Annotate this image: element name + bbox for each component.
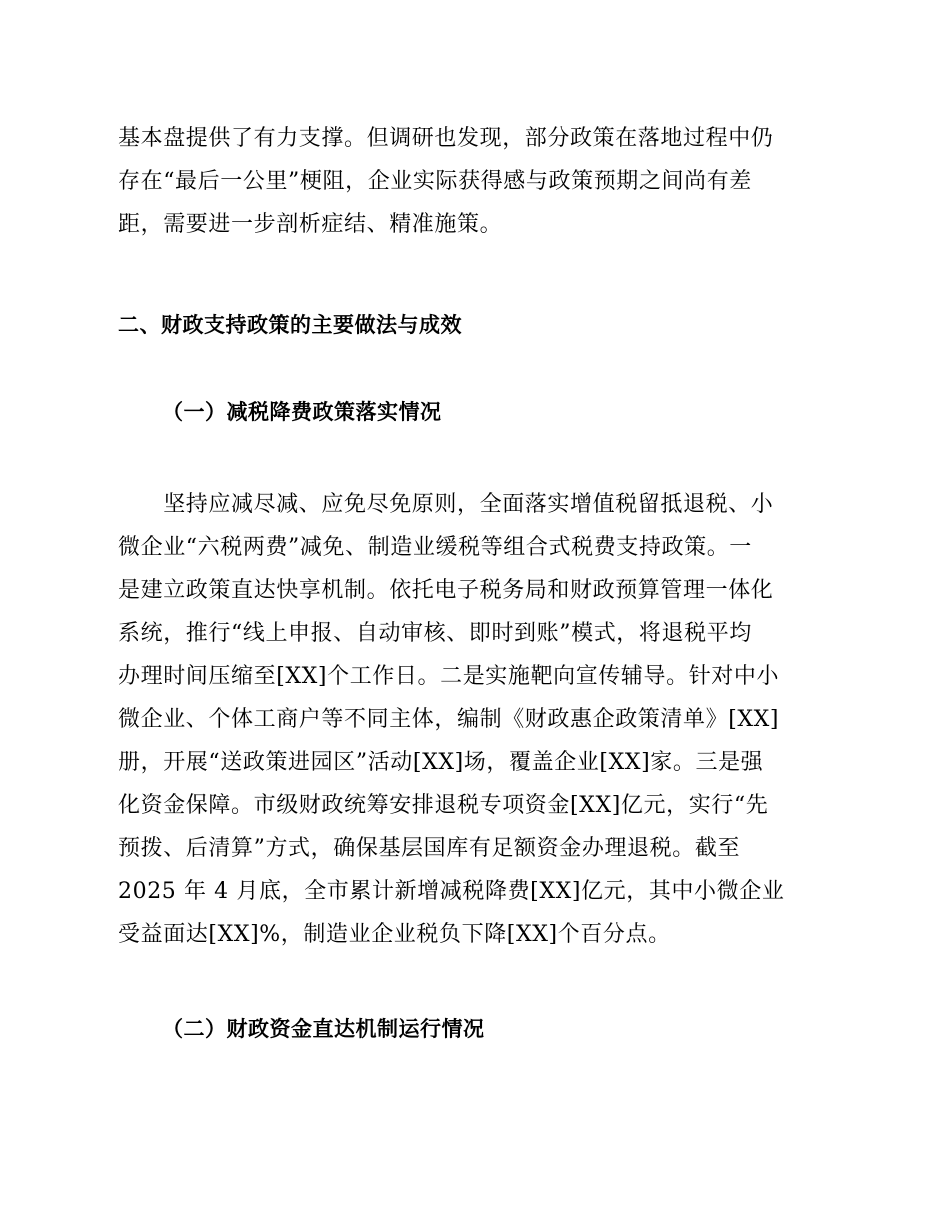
body-line-7: 册，开展“送政策进园区”活动[XX]场，覆盖企业[XX]家。三是强 (118, 750, 764, 775)
body-line-1: 坚持应减尽减、应免尽免原则，全面落实增值税留抵退税、小 (118, 492, 774, 517)
body-line-10: 2025 年 4 月底，全市累计新增减税降费[XX]亿元，其中小微企业 (118, 879, 785, 904)
intro-line-2: 存在“最后一公里”梗阻，企业实际获得感与政策预期之间尚有差 (118, 169, 752, 194)
body-line-5: 办理时间压缩至[XX]个工作日。二是实施靶向宣传辅导。针对中小 (118, 664, 780, 689)
section-heading: 二、财政支持政策的主要做法与成效 (118, 313, 462, 337)
subsection-heading-1: （一）减税降费政策落实情况 (162, 400, 442, 424)
body-line-3: 是建立政策直达快享机制。依托电子税务局和财政预算管理一体化 (118, 578, 774, 603)
subsection-heading-2: （二）财政资金直达机制运行情况 (162, 1017, 485, 1041)
intro-line-3: 距，需要进一步剖析症结、精准施策。 (118, 212, 503, 237)
body-line-8: 化资金保障。市级财政统筹安排退税专项资金[XX]亿元，实行“先 (118, 793, 769, 818)
intro-line-1: 基本盘提供了有力支撑。但调研也发现，部分政策在落地过程中仍 (118, 126, 774, 151)
body-line-4: 系统，推行“线上申报、自动审核、即时到账”模式，将退税平均 (118, 621, 752, 646)
body-line-11: 受益面达[XX]%，制造业企业税负下降[XX]个百分点。 (118, 922, 671, 947)
body-line-2: 微企业“六税两费”减免、制造业缓税等组合式税费支持政策。一 (118, 535, 752, 560)
body-line-6: 微企业、个体工商户等不同主体，编制《财政惠企政策清单》[XX] (118, 707, 780, 732)
body-line-9: 预拨、后清算”方式，确保基层国库有足额资金办理退税。截至 (118, 836, 741, 861)
